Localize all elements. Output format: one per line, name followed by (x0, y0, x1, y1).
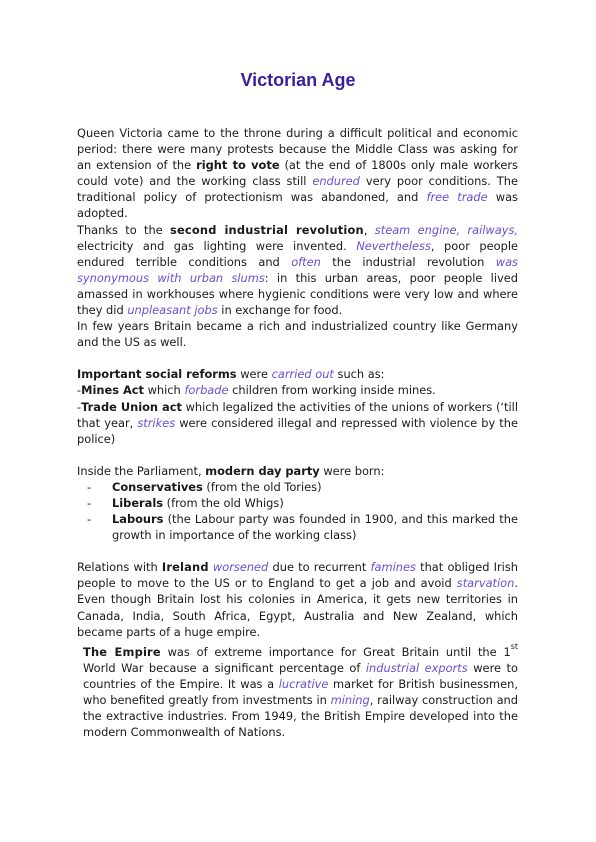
text: were considered illegal and repressed with violence by the police) (77, 415, 518, 446)
list-item-party (77, 511, 518, 543)
text: Queen Victoria came to the throne during a difficult political and economic period: there were many protests because the Middle Class was asking for an extension of the (77, 126, 518, 173)
spacer (77, 543, 518, 559)
paragraph-parliament (77, 463, 518, 479)
list-item-party (77, 495, 518, 511)
text: due to recurrent (268, 560, 371, 575)
spacer (77, 350, 518, 366)
party-desc: (the Labour party was founded in 1900, and this marked the growth in importance of the working class) (112, 512, 518, 543)
dash: - (87, 512, 92, 527)
party-desc: (from the old Tories) (202, 479, 322, 494)
paragraph-empire (77, 641, 518, 741)
dash: - (77, 399, 82, 414)
text: , railway construction and the extractive industries. From 1949, the British Empire developed into the modern Commonwealth of Nations. (83, 693, 518, 740)
paragraph-industrial-revolution (77, 222, 518, 319)
paragraph-ireland (77, 559, 518, 639)
text: children from working inside mines. (228, 383, 436, 398)
text: the industrial revolution (320, 254, 496, 269)
bold-term: Mines Act (81, 383, 144, 398)
reform-mines-act (77, 382, 518, 398)
highlight-term: free trade (426, 190, 488, 205)
text: were to countries of the Empire. It was a (83, 660, 518, 691)
dash: - (87, 495, 92, 510)
text: Inside the Parliament, (77, 463, 206, 478)
list-item-party (77, 479, 518, 495)
text: that obliged Irish people to move to the US or to England to get a job and avoid (77, 560, 518, 591)
highlight-term: starvation (456, 576, 515, 591)
dash: - (77, 383, 82, 398)
text: . Even though Britain lost his colonies in America, it gets new territories in Canada, India, South Africa, Egypt, Australia and New Zealand, which became parts of a huge empire. (77, 576, 518, 639)
highlight-term: was synonymous with urban slums (77, 254, 518, 285)
text: were (236, 367, 272, 382)
bold-term: Ireland (161, 560, 209, 575)
text: , poor people endured terrible conditions and (77, 238, 518, 269)
party-name: Liberals (112, 495, 164, 510)
highlight-term: industrial exports (365, 660, 468, 675)
text: Relations with (77, 560, 162, 575)
text: which (143, 383, 185, 398)
highlight-term: steam engine, railways, (374, 222, 518, 237)
party-list (77, 479, 518, 543)
bold-term: modern day party (205, 463, 320, 478)
text: which legalized the activities of the unions of workers (‘till that year, (77, 399, 518, 430)
paragraph-intro (77, 125, 518, 222)
highlight-term: strikes (137, 415, 176, 430)
paragraph-rich-country: In few years Britain became a rich and industrialized country like Germany and the US as well. (77, 319, 518, 350)
text: : in this urban areas, poor people lived amassed in workhouses where hygienic conditions were very low and where they did (77, 270, 518, 318)
text: Thanks to the (77, 222, 171, 237)
paragraph-reforms (77, 366, 518, 382)
bold-term: right to vote (196, 158, 280, 173)
bold-term: The Empire (83, 644, 161, 659)
text: electricity and gas lighting were invented. (77, 238, 357, 253)
dash: - (87, 479, 92, 494)
highlight-term: Nevertheless (356, 238, 431, 253)
document-body (77, 125, 518, 740)
highlight-term: forbade (184, 383, 229, 398)
text: very poor conditions. The traditional policy of protectionism was abandoned, and (77, 174, 518, 205)
text: in exchange for food. (217, 303, 343, 318)
party-name: Conservatives (112, 479, 203, 494)
text: , (363, 222, 375, 237)
spacer (77, 447, 518, 463)
party-desc: (from the old Whigs) (163, 495, 284, 510)
text: was of extreme importance for Great Britain until the 1 (160, 644, 511, 659)
text: such as: (333, 367, 385, 382)
highlight-term: worsened (212, 560, 269, 575)
highlight-term: lucrative (278, 676, 329, 691)
bold-term: second industrial revolution (170, 222, 364, 237)
page-title: Victorian Age (240, 70, 356, 90)
bold-term: Trade Union act (81, 399, 182, 414)
highlight-term: often (291, 254, 321, 269)
highlight-term: unpleasant jobs (127, 303, 218, 318)
highlight-term: endured (312, 174, 360, 189)
text: market for British businessmen, who benefited greatly from investments in (83, 676, 518, 707)
highlight-term: famines (370, 560, 416, 575)
highlight-term: carried out (271, 367, 334, 382)
bold-term: Important social reforms (77, 367, 237, 382)
highlight-term: mining (330, 693, 370, 707)
party-name: Labours (112, 512, 164, 527)
text: was adopted. (77, 190, 518, 221)
text: were born: (319, 463, 385, 478)
text: (at the end of 1800s only male workers could vote) and the working class still (77, 158, 518, 189)
text: World War because a significant percentage of (83, 660, 366, 675)
superscript: st (510, 641, 518, 651)
reform-trade-union-act (77, 399, 518, 447)
